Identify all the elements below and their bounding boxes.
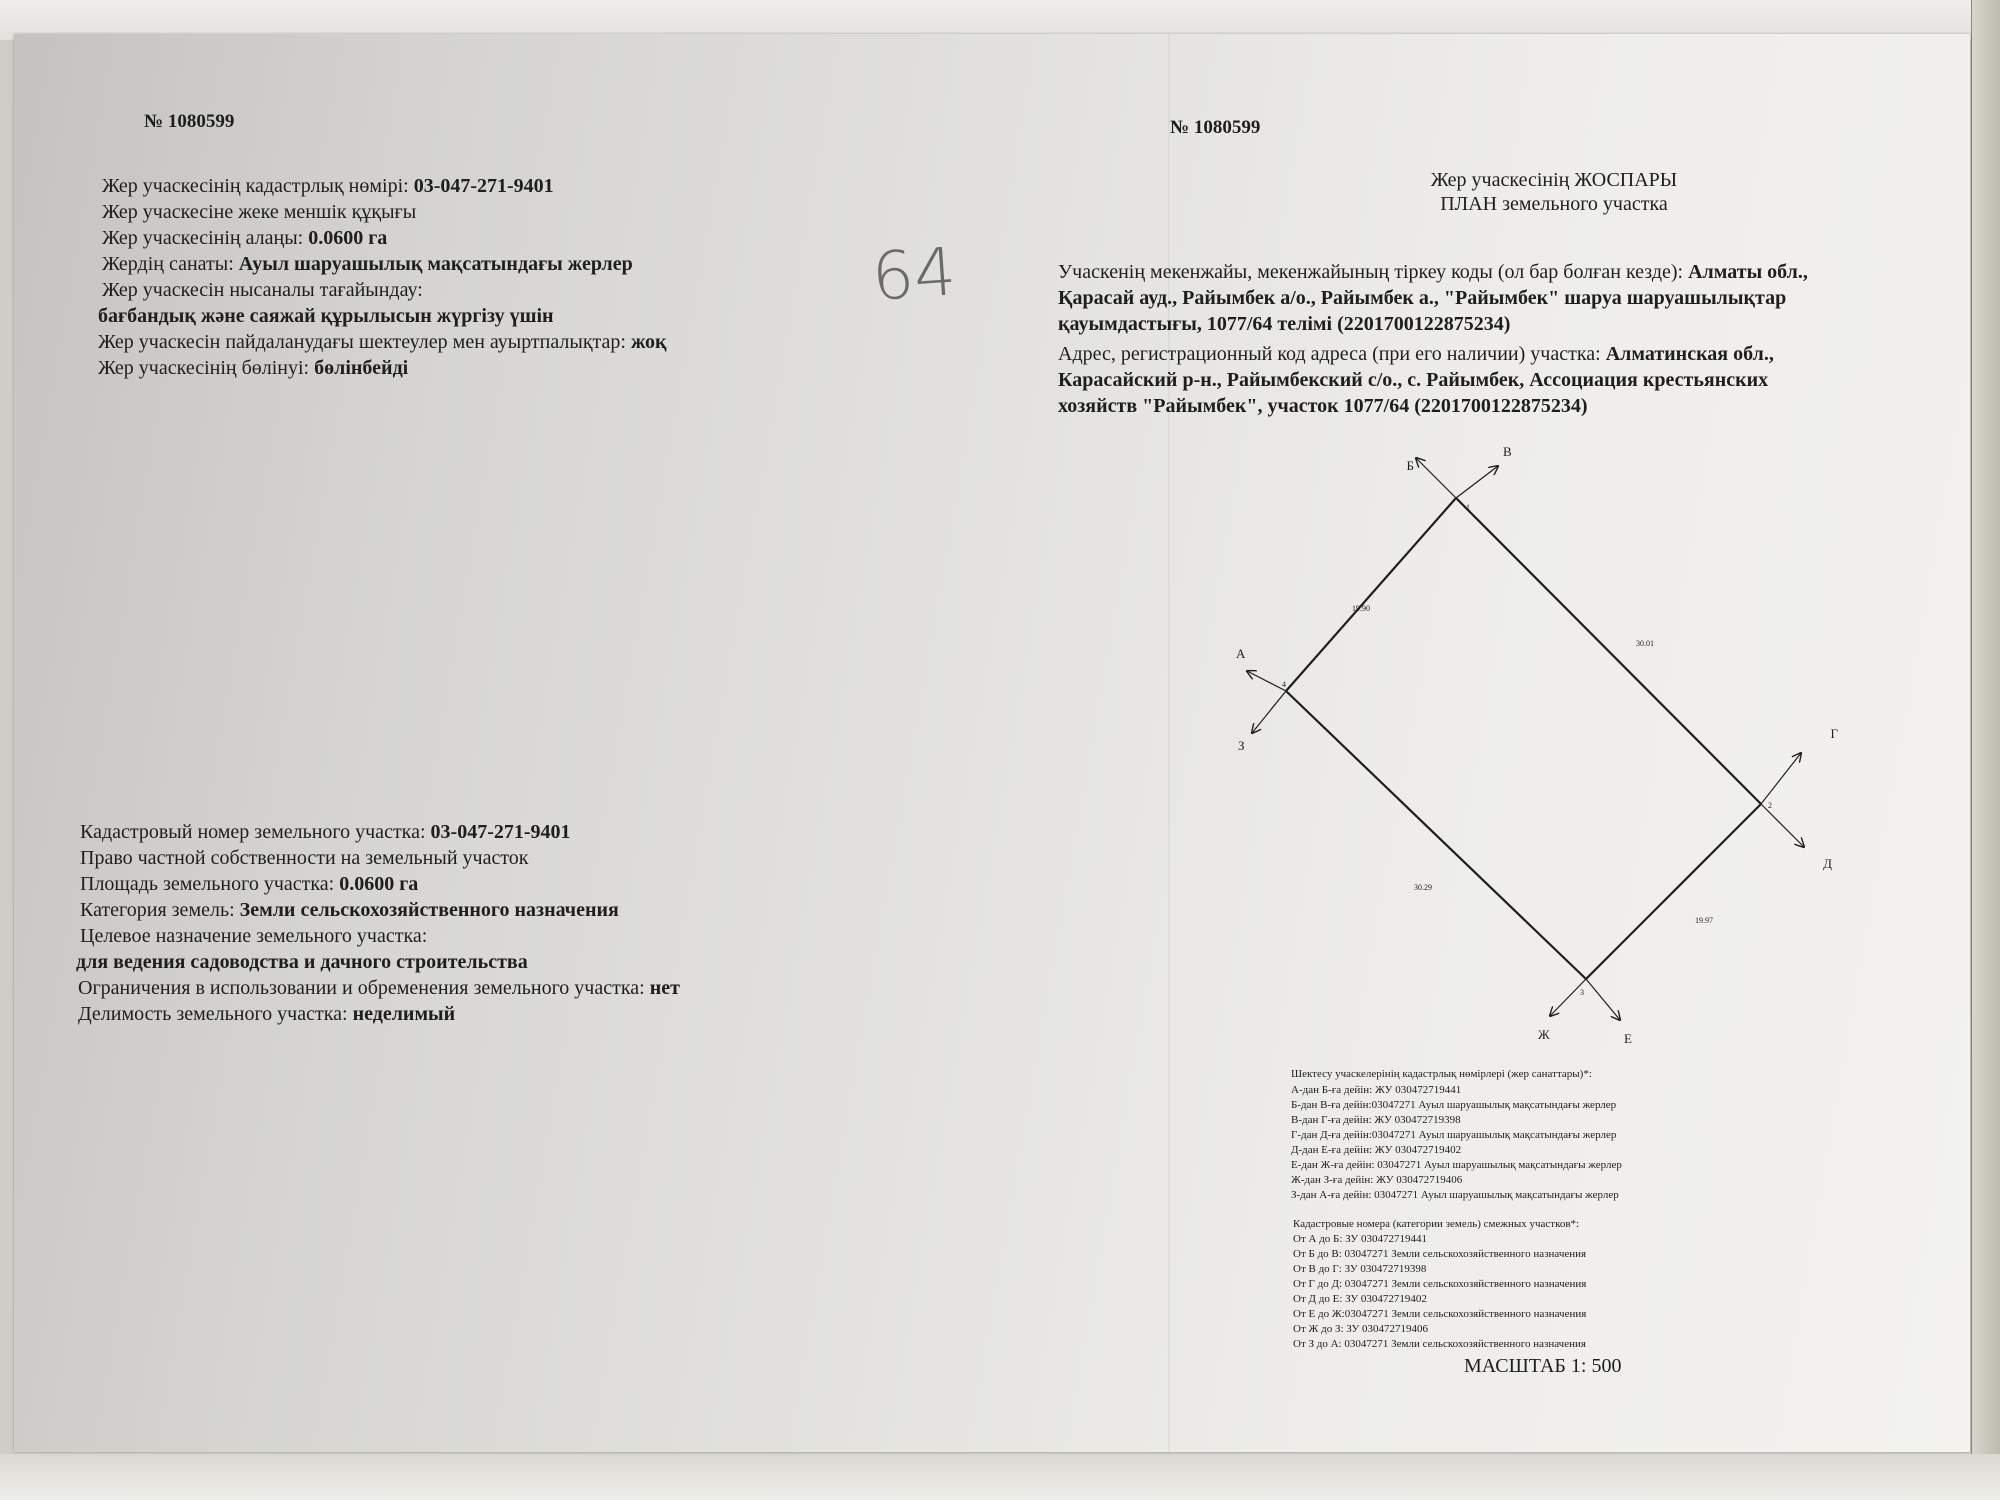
- vertex-number-3: 3: [1580, 988, 1584, 997]
- page-fold: [1168, 34, 1170, 1452]
- plot-side-4-1: [1286, 498, 1456, 691]
- neighbors-ru-line: От З до А: 03047271 Земли сельскохозяйственного назначения: [1293, 1338, 1586, 1350]
- ru-purpose-value: для ведения садоводства и дачного строительства: [76, 951, 528, 973]
- document-sheet: [14, 34, 1970, 1452]
- neighbors-ru-line: От Д до Е: ЗУ 030472719402: [1293, 1293, 1427, 1305]
- address-ru-line-3: хозяйств "Райымбек", участок 1077/64 (2201700122875234): [1058, 395, 1588, 417]
- neighbors-ru-line: От В до Г: ЗУ 030472719398: [1293, 1263, 1427, 1275]
- neighbors-kz-line: А-дан Б-ға дейін: ЖУ 030472719441: [1291, 1084, 1462, 1096]
- kz-restrictions: Жер учаскесін пайдаланудағы шектеулер мен ауыртпалықтар: жоқ: [98, 331, 667, 353]
- neighbors-kz-line: В-дан Г-ға дейін: ЖУ 030472719398: [1291, 1114, 1461, 1126]
- background-wall-bottom: [0, 1454, 2000, 1500]
- arrow-v: [1456, 466, 1498, 498]
- kz-purpose-label: Жер учаскесін нысаналы тағайындау:: [102, 279, 423, 301]
- kz-cadastral-number: Жер учаскесінің кадастрлық нөмірі: 03-047-271-9401: [102, 175, 554, 197]
- neighbors-kz-line: Ж-дан З-ға дейін: ЖУ 030472719406: [1291, 1174, 1463, 1186]
- neighbors-ru-line: От Е до Ж:03047271 Земли сельскохозяйственного назначения: [1293, 1308, 1587, 1320]
- address-ru-line-2: Карасайский р-н., Райымбекский с/о., с. Райымбек, Ассоциация крестьянских: [1058, 369, 1769, 391]
- vertex-number-4: 4: [1282, 680, 1286, 689]
- direction-letter-a: А: [1236, 646, 1246, 661]
- ru-land-category: Категория земель: Земли сельскохозяйственного назначения: [80, 899, 619, 921]
- direction-letter-v: В: [1503, 444, 1512, 459]
- arrow-e: [1586, 979, 1620, 1020]
- kz-divisibility: Жер учаскесінің бөлінуі: бөлінбейді: [98, 357, 409, 379]
- neighbors-ru-line: От Ж до З: ЗУ 030472719406: [1293, 1323, 1429, 1335]
- plan-scale: МАСШТАБ 1: 500: [1464, 1355, 1622, 1377]
- side-length-4-1: 19.90: [1352, 604, 1370, 613]
- neighbors-kz-line: Е-дан Ж-ға дейін: 03047271 Ауыл шаруашылық мақсатындағы жерлер: [1291, 1159, 1622, 1171]
- side-length-2-3: 19.97: [1695, 916, 1713, 925]
- plan-title-ru: ПЛАН земельного участка: [1440, 193, 1668, 215]
- ru-area: Площадь земельного участка: 0.0600 га: [80, 873, 419, 895]
- vertex-number-1: 1: [1466, 503, 1470, 512]
- direction-letter-b: Б: [1406, 458, 1414, 473]
- neighbors-ru-heading: Кадастровые номера (категории земель) смежных участков*:: [1293, 1218, 1580, 1230]
- background-frame-edge: [1971, 0, 2000, 1500]
- neighbors-kz-line: Г-дан Д-ға дейін:03047271 Ауыл шаруашылық мақсатындағы жерлер: [1291, 1129, 1617, 1141]
- plot-side-2-3: [1586, 804, 1761, 979]
- address-kz-line-1: Учаскенің мекенжайы, мекенжайының тіркеу коды (ол бар болған кезде): Алматы обл.,: [1058, 261, 1808, 283]
- direction-letter-z: З: [1238, 738, 1245, 753]
- kz-land-category: Жердің санаты: Ауыл шаруашылық мақсатындағы жерлер: [102, 253, 633, 275]
- ru-purpose-label: Целевое назначение земельного участка:: [80, 925, 428, 947]
- kz-area: Жер учаскесінің алаңы: 0.0600 га: [102, 227, 388, 249]
- direction-letter-zh: Ж: [1538, 1027, 1550, 1042]
- address-kz-line-3: қауымдастығы, 1077/64 телімі (2201700122875234): [1058, 313, 1511, 335]
- vertex-number-2: 2: [1768, 801, 1772, 810]
- neighbors-ru-line: От А до Б: ЗУ 030472719441: [1293, 1233, 1427, 1245]
- ru-restrictions: Ограничения в использовании и обременения земельного участка: нет: [78, 977, 680, 999]
- ru-ownership-right: Право частной собственности на земельный участок: [80, 847, 529, 869]
- direction-letter-e: Е: [1624, 1031, 1632, 1046]
- direction-letter-g: Г: [1830, 726, 1838, 741]
- ru-cadastral-number: Кадастровый номер земельного участка: 03-047-271-9401: [80, 821, 571, 843]
- handwritten-note: 64: [869, 233, 959, 316]
- arrow-a: [1247, 671, 1286, 691]
- neighbors-ru-line: От Б до В: 03047271 Земли сельскохозяйственного назначения: [1293, 1248, 1587, 1260]
- plot-plan-diagram: [1200, 410, 1870, 1086]
- address-ru-line-1: Адрес, регистрационный код адреса (при его наличии) участка: Алматинская обл.,: [1058, 343, 1774, 365]
- arrow-d: [1761, 804, 1804, 847]
- plan-title-kz: Жер учаскесінің ЖОСПАРЫ: [1430, 169, 1678, 191]
- neighbors-kz-heading: Шектесу учаскелерінің кадастрлық нөмірлері (жер санаттары)*:: [1291, 1068, 1592, 1080]
- kz-ownership-right: Жер учаскесіне жеке меншік құқығы: [102, 201, 417, 223]
- neighbors-kz-line: З-дан А-ға дейін: 03047271 Ауыл шаруашылық мақсатындағы жерлер: [1291, 1189, 1619, 1201]
- neighbors-kz-line: Б-дан В-ға дейін:03047271 Ауыл шаруашылық мақсатындағы жерлер: [1291, 1099, 1617, 1111]
- document-number-left: № 1080599: [144, 111, 235, 132]
- address-kz-line-2: Қарасай ауд., Райымбек а/о., Райымбек а., "Райымбек" шаруа шаруашылықтар: [1058, 287, 1787, 309]
- arrow-g: [1761, 753, 1801, 804]
- side-length-3-4: 30.29: [1414, 883, 1432, 892]
- neighbors-kz-line: Д-дан Е-ға дейін: ЖУ 030472719402: [1291, 1144, 1462, 1156]
- kz-purpose-value: бағбандық және саяжай құрылысын жүргізу үшін: [98, 305, 554, 327]
- arrow-b: [1416, 458, 1456, 498]
- ru-divisibility: Делимость земельного участка: неделимый: [78, 1003, 456, 1025]
- plot-side-1-2: [1456, 498, 1761, 804]
- arrow-z: [1252, 691, 1286, 733]
- arrow-zh: [1550, 979, 1586, 1016]
- plot-side-3-4: [1286, 691, 1586, 979]
- direction-letter-d: Д: [1823, 856, 1832, 871]
- side-length-1-2: 30.01: [1636, 639, 1654, 648]
- document-number-right: № 1080599: [1170, 117, 1261, 138]
- neighbors-ru-line: От Г до Д: 03047271 Земли сельскохозяйственного назначения: [1293, 1278, 1587, 1290]
